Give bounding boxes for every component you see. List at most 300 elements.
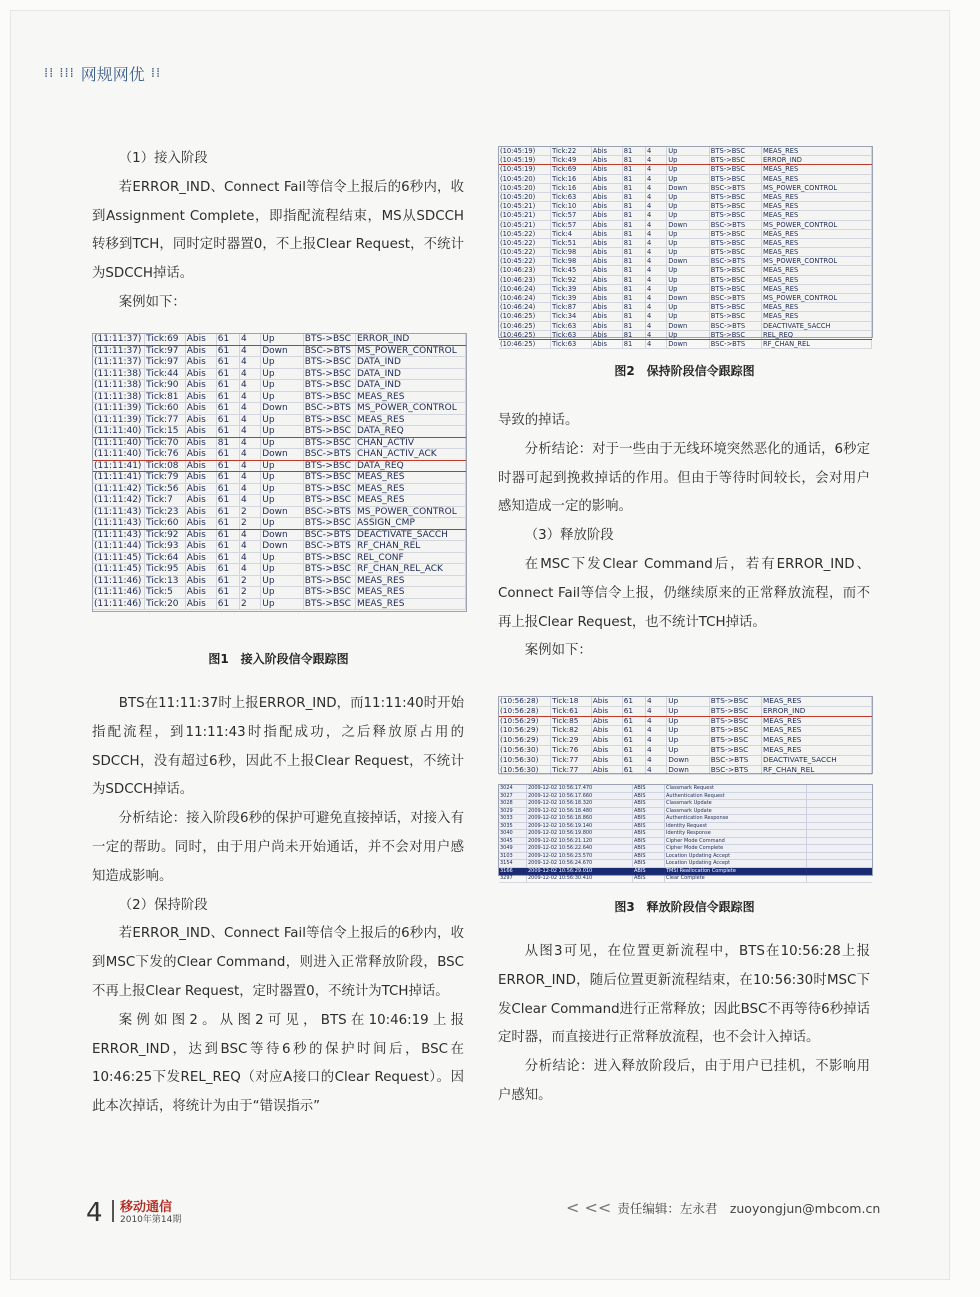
trace-cell: MEAS_RES <box>762 285 872 293</box>
trace-cell: 81 <box>623 147 646 155</box>
trace-cell: BSC->BTS <box>710 340 762 348</box>
trace-cell: Tick:77 <box>145 415 186 426</box>
left-column <box>92 145 464 318</box>
trace-row <box>93 369 466 381</box>
trace-cell: Abis <box>186 472 217 483</box>
paragraph: 在MSC下发Clear Command后，若有ERROR_IND、Connect Fail等信令上报，仍继续原来的正常释放流程，而不再上报Clear Request，也不统计TCH掉话。 <box>498 556 870 630</box>
trace-cell: (10:45:22) <box>499 230 551 238</box>
log-cell: Location Updating Accept <box>665 853 807 860</box>
trace-cell: Up <box>261 380 304 391</box>
trace-cell: (11:11:39) <box>93 415 145 426</box>
trace-cell: MEAS_RES <box>356 392 466 403</box>
trace-row <box>499 175 872 184</box>
trace-cell: Down <box>261 507 304 518</box>
log-row <box>499 830 872 838</box>
trace-cell: Abis <box>186 449 217 460</box>
trace-cell: 4 <box>646 184 667 192</box>
trace-row <box>93 334 466 346</box>
trace-cell: (10:56:28) <box>499 697 551 706</box>
trace-cell: BTS->BSC <box>710 697 762 706</box>
trace-cell: 61 <box>217 518 240 529</box>
trace-cell: Up <box>667 230 710 238</box>
trace-cell: (11:11:45) <box>93 553 145 564</box>
trace-cell: Abis <box>592 266 623 274</box>
log-cell: ABIS <box>633 875 665 882</box>
trace-cell: Down <box>667 322 710 330</box>
trace-cell: (10:45:22) <box>499 239 551 247</box>
trace-cell: Up <box>667 147 710 155</box>
trace-cell: 81 <box>623 221 646 229</box>
trace-cell: (10:56:29) <box>499 736 551 745</box>
trace-cell: Tick:16 <box>551 175 592 183</box>
trace-cell: Abis <box>592 257 623 265</box>
log-cell: ABIS <box>633 800 665 807</box>
log-cell: 3045 <box>499 838 527 845</box>
trace-cell: Up <box>261 334 304 345</box>
trace-cell: 4 <box>646 248 667 256</box>
trace-row <box>93 426 466 438</box>
trace-cell: BTS->BSC <box>304 438 356 449</box>
trace-cell: 4 <box>646 156 667 164</box>
trace-cell: (11:11:43) <box>93 518 145 529</box>
trace-cell: Abis <box>186 541 217 552</box>
log-cell: ABIS <box>633 868 665 875</box>
trace-row <box>499 285 872 294</box>
log-cell: Authentication Request <box>665 793 807 800</box>
trace-cell: Tick:79 <box>145 472 186 483</box>
trace-cell: Tick:44 <box>145 369 186 380</box>
trace-cell: BTS->BSC <box>710 331 762 339</box>
log-cell: 3166 <box>499 868 527 875</box>
grid-dots-icon-right: ⁞⁞ <box>150 66 162 81</box>
trace-row <box>499 147 872 156</box>
trace-row <box>499 322 872 331</box>
trace-cell: Tick:51 <box>551 239 592 247</box>
footer-editor <box>566 1198 880 1217</box>
log-cell: 2009-12-02 10:56:19.800 <box>527 830 633 837</box>
trace-row <box>93 553 466 565</box>
trace-cell: Tick:45 <box>551 266 592 274</box>
trace-cell: MEAS_RES <box>762 717 872 726</box>
trace-cell: BTS->BSC <box>710 266 762 274</box>
trace-cell: MEAS_RES <box>762 697 872 706</box>
trace-cell: 61 <box>217 449 240 460</box>
paragraph: 分析结论：对于一些由于无线环境突然恶化的通话，6秒定时器可起到挽救掉话的作用。但由于等待时间较长，会对用户感知造成一定的影响。 <box>498 441 870 515</box>
trace-cell: MEAS_RES <box>762 147 872 155</box>
trace-cell: MS_POWER_CONTROL <box>356 346 466 357</box>
trace-cell: RF_CHAN_REL <box>762 340 872 348</box>
trace-cell: DEACTIVATE_SACCH <box>762 756 872 765</box>
trace-cell: BTS->BSC <box>710 746 762 755</box>
trace-cell: (10:46:23) <box>499 276 551 284</box>
trace-cell: Tick:34 <box>551 312 592 320</box>
trace-cell: BTS->BSC <box>710 276 762 284</box>
trace-cell: 4 <box>646 294 667 302</box>
trace-cell: 61 <box>217 576 240 587</box>
trace-cell: (10:45:21) <box>499 221 551 229</box>
trace-cell: BSC->BTS <box>304 541 356 552</box>
trace-cell: ERROR_IND <box>356 334 466 345</box>
trace-cell: Tick:63 <box>551 331 592 339</box>
trace-cell: Abis <box>186 380 217 391</box>
log-cell: ABIS <box>633 808 665 815</box>
trace-cell: BSC->BTS <box>710 322 762 330</box>
trace-cell: (10:46:23) <box>499 266 551 274</box>
trace-cell: MEAS_RES <box>762 193 872 201</box>
log-cell: 3154 <box>499 860 527 867</box>
trace-cell: BSC->BTS <box>710 294 762 302</box>
trace-cell: Up <box>261 426 304 437</box>
trace-cell: Tick:23 <box>145 507 186 518</box>
trace-cell: Down <box>261 541 304 552</box>
trace-cell: 4 <box>646 717 667 726</box>
trace-cell: BSC->BTS <box>710 184 762 192</box>
trace-row <box>499 239 872 248</box>
trace-cell: BTS->BSC <box>710 707 762 716</box>
trace-cell: BSC->BTS <box>710 766 762 775</box>
trace-cell: (11:11:37) <box>93 334 145 345</box>
trace-cell: (11:11:41) <box>93 461 145 472</box>
trace-cell: Tick:56 <box>145 484 186 495</box>
trace-row <box>93 495 466 507</box>
log-cell: Identity Request <box>665 823 807 830</box>
trace-cell: 4 <box>646 193 667 201</box>
trace-cell: Up <box>261 461 304 472</box>
trace-cell: Tick:77 <box>551 756 592 765</box>
trace-cell: Up <box>667 697 710 706</box>
trace-cell: (11:11:37) <box>93 346 145 357</box>
log-cell: ABIS <box>633 860 665 867</box>
trace-cell: Down <box>261 403 304 414</box>
trace-cell: MEAS_RES <box>762 202 872 210</box>
trace-cell: Abis <box>186 461 217 472</box>
trace-cell: 4 <box>646 175 667 183</box>
trace-cell: Abis <box>592 175 623 183</box>
page-number: 4 <box>86 1198 103 1228</box>
trace-cell: MEAS_RES <box>762 248 872 256</box>
trace-cell: 61 <box>217 334 240 345</box>
trace-cell: Tick:60 <box>145 518 186 529</box>
log-cell: 3027 <box>499 793 527 800</box>
trace-cell: Abis <box>592 276 623 284</box>
trace-cell: 81 <box>623 303 646 311</box>
trace-cell: 61 <box>217 507 240 518</box>
trace-row <box>499 276 872 285</box>
trace-cell: 81 <box>623 312 646 320</box>
trace-cell: Tick:63 <box>551 322 592 330</box>
trace-cell: 4 <box>240 472 261 483</box>
trace-cell: Abis <box>186 599 217 610</box>
trace-cell: 81 <box>623 175 646 183</box>
trace-cell: Tick:77 <box>551 766 592 775</box>
trace-cell: Down <box>261 346 304 357</box>
trace-cell: 81 <box>623 184 646 192</box>
trace-cell: Abis <box>592 736 623 745</box>
trace-cell: Up <box>667 165 710 173</box>
log-cell: ABIS <box>633 823 665 830</box>
trace-cell: MEAS_RES <box>762 211 872 219</box>
trace-cell: Tick:5 <box>145 587 186 598</box>
log-cell: Identity Response <box>665 830 807 837</box>
trace-cell: Up <box>261 392 304 403</box>
trace-cell: BTS->BSC <box>304 369 356 380</box>
trace-cell: REL_CONF <box>356 553 466 564</box>
trace-cell: Up <box>667 331 710 339</box>
log-cell: Classmark Update <box>665 808 807 815</box>
trace-cell: MEAS_RES <box>356 415 466 426</box>
paragraph: 案例如下： <box>118 294 186 310</box>
trace-row <box>93 346 466 358</box>
trace-cell: Tick:82 <box>551 726 592 735</box>
trace-cell: MEAS_RES <box>762 165 872 173</box>
trace-cell: MEAS_RES <box>762 239 872 247</box>
trace-row <box>499 294 872 303</box>
trace-cell: Tick:16 <box>551 184 592 192</box>
trace-cell: Tick:63 <box>551 340 592 348</box>
trace-cell: Abis <box>592 312 623 320</box>
log-cell: Authentication Response <box>665 815 807 822</box>
trace-cell: 4 <box>646 257 667 265</box>
trace-cell: (11:11:43) <box>93 530 145 541</box>
trace-cell: BTS->BSC <box>304 495 356 506</box>
log-row <box>499 815 872 823</box>
trace-cell: Abis <box>592 193 623 201</box>
trace-cell: 4 <box>646 322 667 330</box>
trace-cell: Tick:70 <box>145 438 186 449</box>
log-row <box>499 823 872 831</box>
log-cell: 2009-12-02 10:56:17.660 <box>527 793 633 800</box>
trace-cell: BTS->BSC <box>304 392 356 403</box>
trace-cell: 61 <box>623 766 646 775</box>
log-row <box>499 860 872 868</box>
trace-cell: 2 <box>240 587 261 598</box>
trace-cell: 4 <box>646 697 667 706</box>
trace-cell: (11:11:40) <box>93 426 145 437</box>
trace-cell: Tick:61 <box>551 707 592 716</box>
trace-cell: 4 <box>240 334 261 345</box>
trace-cell: Abis <box>592 303 623 311</box>
trace-cell: Tick:95 <box>145 564 186 575</box>
trace-cell: Abis <box>186 392 217 403</box>
trace-cell: BTS->BSC <box>710 147 762 155</box>
trace-cell: 61 <box>217 530 240 541</box>
trace-cell: (10:45:19) <box>499 156 551 164</box>
trace-cell: BTS->BSC <box>304 553 356 564</box>
trace-cell: 4 <box>646 230 667 238</box>
log-cell: 2009-12-02 10:56:21.120 <box>527 838 633 845</box>
trace-cell: MS_POWER_CONTROL <box>762 221 872 229</box>
trace-cell: 61 <box>217 346 240 357</box>
trace-cell: (11:11:45) <box>93 564 145 575</box>
footer-divider <box>112 1200 114 1222</box>
trace-cell: BTS->BSC <box>304 472 356 483</box>
trace-cell: DATA_IND <box>356 369 466 380</box>
trace-row <box>93 415 466 427</box>
paragraph: 从图3可见，在位置更新流程中，BTS在10:56:28上报ERROR_IND，随后位置更新流程结束，在10:56:30时MSC下发Clear Command进行正常释放；因此BSC不再等待6秒掉话定时器，而直接进行正常释放流程，也不会计入掉话。 <box>498 944 870 1046</box>
trace-cell: 61 <box>217 369 240 380</box>
log-cell: 2009-12-02 10:56:18.860 <box>527 815 633 822</box>
trace-cell: DEACTIVATE_SACCH <box>762 322 872 330</box>
trace-cell: (11:11:37) <box>93 357 145 368</box>
trace-cell: MEAS_RES <box>762 312 872 320</box>
trace-cell: Tick:98 <box>551 248 592 256</box>
trace-cell: MEAS_RES <box>762 230 872 238</box>
trace-cell: 81 <box>623 266 646 274</box>
trace-cell: 4 <box>240 426 261 437</box>
log-cell: 3024 <box>499 785 527 792</box>
trace-cell: MEAS_RES <box>762 726 872 735</box>
trace-row <box>93 564 466 576</box>
trace-cell: Down <box>667 184 710 192</box>
trace-cell: 4 <box>646 756 667 765</box>
trace-cell: 61 <box>217 403 240 414</box>
log-cell: 3297 <box>499 875 527 882</box>
figure-3b-message-log <box>498 784 873 881</box>
trace-cell: (10:46:25) <box>499 312 551 320</box>
paragraph: BTS在11:11:37时上报ERROR_IND，而11:11:40时开始指配流程，到11:11:43时指配成功，之后释放原占用的SDCCH，没有超过6秒，因此不上报Clear Request，不统计为SDCCH掉话。 <box>92 696 464 798</box>
log-cell: 3049 <box>499 845 527 852</box>
trace-cell: Down <box>667 766 710 775</box>
trace-row <box>93 541 466 553</box>
trace-cell: (11:11:38) <box>93 380 145 391</box>
trace-cell: Tick:22 <box>551 147 592 155</box>
trace-cell: (10:56:29) <box>499 717 551 726</box>
figure-3-caption: 图3 释放阶段信令跟踪图 <box>614 900 755 914</box>
trace-cell: Up <box>667 285 710 293</box>
trace-cell: 61 <box>217 392 240 403</box>
trace-cell: Tick:98 <box>551 257 592 265</box>
trace-cell: 4 <box>646 221 667 229</box>
trace-cell: Tick:57 <box>551 211 592 219</box>
trace-cell: BTS->BSC <box>304 599 356 610</box>
trace-cell: Abis <box>186 426 217 437</box>
log-cell: 2009-12-02 10:56:18.480 <box>527 808 633 815</box>
trace-cell: Up <box>261 495 304 506</box>
figure-1-caption: 图1 接入阶段信令跟踪图 <box>208 652 349 666</box>
trace-cell: Up <box>667 276 710 284</box>
trace-cell: Abis <box>186 357 217 368</box>
trace-cell: Up <box>667 156 710 164</box>
heading-hold-stage: （2）保持阶段 <box>118 897 208 913</box>
trace-cell: 4 <box>240 357 261 368</box>
trace-row <box>93 461 466 473</box>
trace-cell: BTS->BSC <box>710 230 762 238</box>
trace-cell: Abis <box>592 211 623 219</box>
trace-cell: 81 <box>623 294 646 302</box>
trace-cell: MS_POWER_CONTROL <box>762 184 872 192</box>
trace-cell: Up <box>261 438 304 449</box>
trace-cell: Abis <box>592 294 623 302</box>
trace-cell: 4 <box>646 736 667 745</box>
trace-cell: DATA_REQ <box>356 461 466 472</box>
trace-cell: Up <box>667 248 710 256</box>
trace-cell: Abis <box>186 334 217 345</box>
trace-cell: Abis <box>592 202 623 210</box>
trace-cell: 81 <box>623 165 646 173</box>
trace-cell: BTS->BSC <box>710 736 762 745</box>
trace-cell: MS_POWER_CONTROL <box>762 294 872 302</box>
section-header <box>44 62 161 85</box>
trace-cell: Abis <box>592 147 623 155</box>
trace-cell: Up <box>667 746 710 755</box>
trace-cell: BSC->BTS <box>710 221 762 229</box>
trace-row <box>93 357 466 369</box>
trace-cell: 81 <box>623 239 646 247</box>
trace-cell: 4 <box>240 369 261 380</box>
trace-cell: Abis <box>592 230 623 238</box>
trace-cell: Up <box>667 726 710 735</box>
trace-cell: BSC->BTS <box>304 530 356 541</box>
trace-cell: Abis <box>592 726 623 735</box>
trace-row <box>93 438 466 450</box>
trace-cell: Tick:85 <box>551 717 592 726</box>
log-cell: 3035 <box>499 823 527 830</box>
trace-cell: Abis <box>592 340 623 348</box>
trace-cell: Tick:92 <box>551 276 592 284</box>
trace-cell: (10:46:24) <box>499 294 551 302</box>
log-cell: ABIS <box>633 830 665 837</box>
trace-cell: Up <box>261 576 304 587</box>
trace-cell: 61 <box>217 495 240 506</box>
trace-cell: Down <box>261 449 304 460</box>
trace-cell: Down <box>667 221 710 229</box>
log-cell: ABIS <box>633 793 665 800</box>
trace-cell: 2 <box>240 576 261 587</box>
trace-cell: 81 <box>623 230 646 238</box>
trace-cell: Up <box>261 484 304 495</box>
trace-row <box>93 599 466 611</box>
trace-row <box>499 257 872 266</box>
trace-cell: Up <box>667 193 710 201</box>
trace-cell: (11:11:43) <box>93 507 145 518</box>
trace-cell: (10:56:30) <box>499 766 551 775</box>
trace-cell: Up <box>667 266 710 274</box>
trace-cell: Tick:69 <box>551 165 592 173</box>
trace-cell: (10:45:22) <box>499 257 551 265</box>
trace-cell: Abis <box>186 495 217 506</box>
log-cell: 3033 <box>499 815 527 822</box>
paragraph: 分析结论：进入释放阶段后，由于用户已挂机，不影响用户感知。 <box>498 1059 870 1103</box>
trace-cell: Abis <box>592 707 623 716</box>
trace-cell: (11:11:40) <box>93 449 145 460</box>
trace-cell: 81 <box>623 248 646 256</box>
trace-cell: Tick:13 <box>145 576 186 587</box>
trace-cell: MEAS_RES <box>762 266 872 274</box>
trace-row <box>93 518 466 530</box>
trace-cell: BTS->BSC <box>710 156 762 164</box>
trace-cell: 4 <box>240 564 261 575</box>
log-cell: ABIS <box>633 845 665 852</box>
log-cell: 2009-12-02 10:56:24.670 <box>527 860 633 867</box>
trace-row <box>499 340 872 349</box>
trace-cell: 2 <box>240 518 261 529</box>
trace-cell: Up <box>261 357 304 368</box>
trace-cell: Up <box>667 202 710 210</box>
paragraph: 若ERROR_IND、Connect Fail等信令上报后的6秒内，收到MSC下发的Clear Command，则进入正常释放阶段，BSC不再上报Clear Request，定时器置0，不统计为TCH掉话。 <box>92 926 464 999</box>
trace-cell: BTS->BSC <box>710 312 762 320</box>
trace-cell: (10:45:19) <box>499 165 551 173</box>
trace-cell: Tick:39 <box>551 294 592 302</box>
trace-row <box>93 449 466 461</box>
trace-cell: Up <box>261 472 304 483</box>
log-cell: 2009-12-02 10:56:29.010 <box>527 868 633 875</box>
trace-row <box>499 221 872 230</box>
trace-cell: BTS->BSC <box>710 211 762 219</box>
log-cell: Cipher Mode Complete <box>665 845 807 852</box>
trace-cell: MS_POWER_CONTROL <box>356 403 466 414</box>
left-column-lower <box>92 690 464 1122</box>
trace-cell: Abis <box>592 717 623 726</box>
